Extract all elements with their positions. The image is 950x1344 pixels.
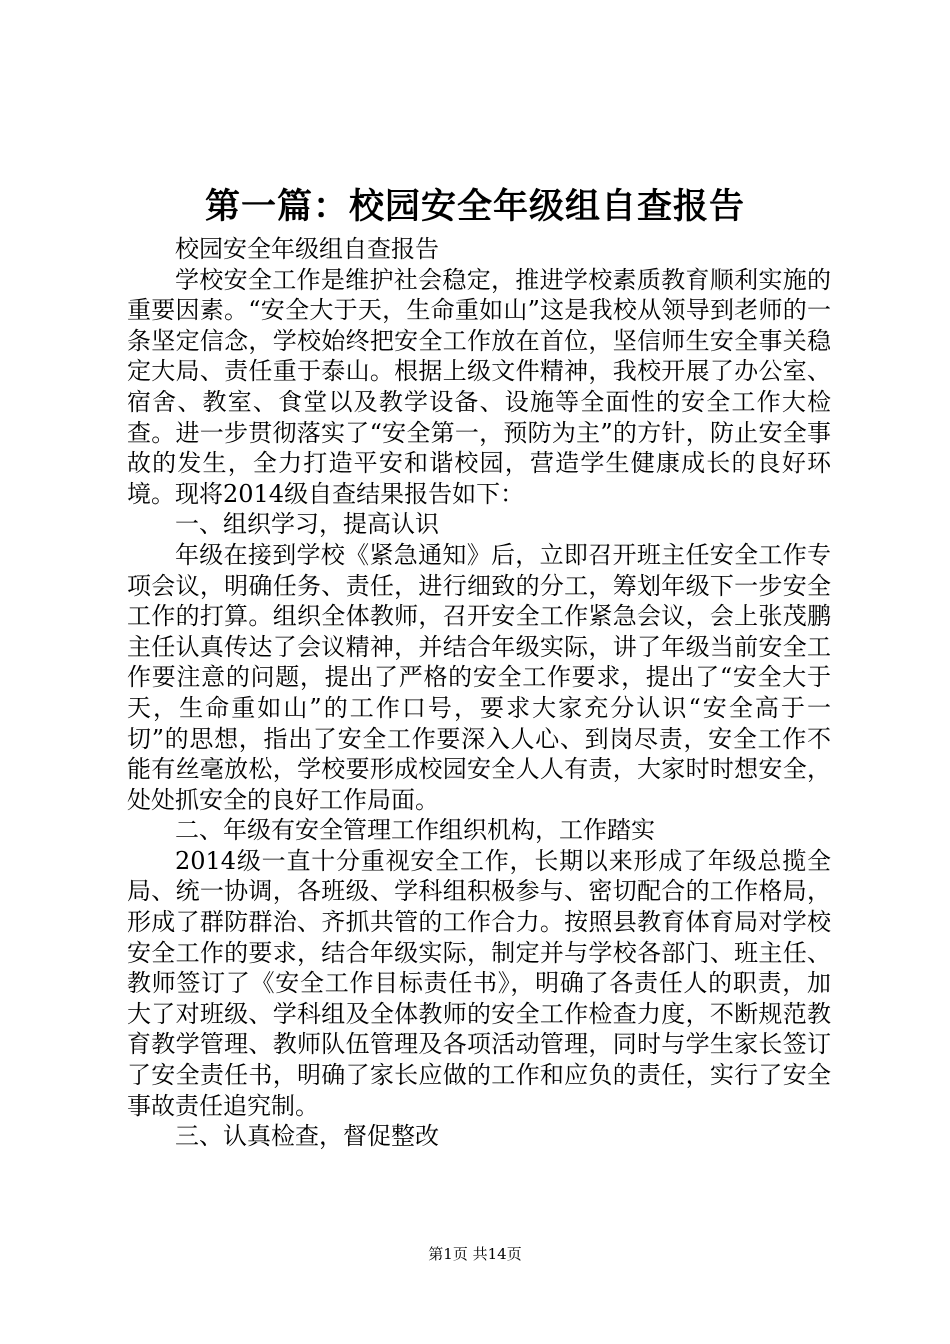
section-heading-3: 三、认真检查，督促整改 bbox=[175, 1122, 439, 1151]
subtitle-paragraph: 校园安全年级组自查报告 bbox=[175, 235, 439, 263]
section-2-paragraph: 2014级一直十分重视安全工作，长期以来形成了年级总揽全局、统一协调，各班级、学科组积极参与、密切配合的工作格局，形成了群防群治、齐抓共管的工作合力。按照县教育体育局对学校安全工作的要求，结合年级实际，制定并与学校各部门、班主任、教师签订了《安全工作目标责任书》，明确了各责任人的职责，加大了对班级、学科组及全体教师的安全工作检查力度，不断规范教育教学管理、教师队伍管理及各项活动管理，同时与学生家长签订了安全责任书，明确了家长应做的工作和应负的责任，实行了安全事故责任追究制。 bbox=[127, 846, 831, 1120]
intro-paragraph: 学校安全工作是维护社会稳定，推进学校素质教育顺利实施的重要因素。“安全大于天，生命重如山”这是我校从领导到老师的一条坚定信念，学校始终把安全工作放在首位，坚信师生安全事关稳定大局、责任重于泰山。根据上级文件精神，我校开展了办公室、宿舍、教室、食堂以及教学设备、设施等全面性的安全工作大检查。进一步贯彻落实了“安全第一，预防为主”的方针，防止安全事故的发生，全力打造平安和谐校园，营造学生健康成长的良好环境。现将2014级自查结果报告如下： bbox=[127, 265, 831, 508]
document-body bbox=[127, 234, 831, 1152]
section-heading-2: 二、年级有安全管理工作组织机构，工作踏实 bbox=[175, 816, 655, 845]
page-title: 第一篇：校园安全年级组自查报告 bbox=[204, 186, 745, 227]
section-heading-1: 一、组织学习，提高认识 bbox=[175, 510, 439, 539]
page-total: 共14页 bbox=[472, 1245, 522, 1263]
page-number: 第1页 bbox=[428, 1245, 468, 1263]
section-1-paragraph: 年级在接到学校《紧急通知》后，立即召开班主任安全工作专项会议，明确任务、责任，进行细致的分工，筹划年级下一步安全工作的打算。组织全体教师，召开安全工作紧急会议，会上张茂鹏主任认真传达了会议精神，并结合年级实际，讲了年级当前安全工作要注意的问题，提出了严格的安全工作要求，提出了“安全大于天，生命重如山”的工作口号，要求大家充分认识“安全高于一切”的思想，指出了安全工作要深入人心、到岗尽责，安全工作不能有丝毫放松，学校要形成校园安全人人有责，大家时时想安全，处处抓安全的良好工作局面。 bbox=[127, 540, 831, 814]
page-footer bbox=[0, 1244, 950, 1264]
